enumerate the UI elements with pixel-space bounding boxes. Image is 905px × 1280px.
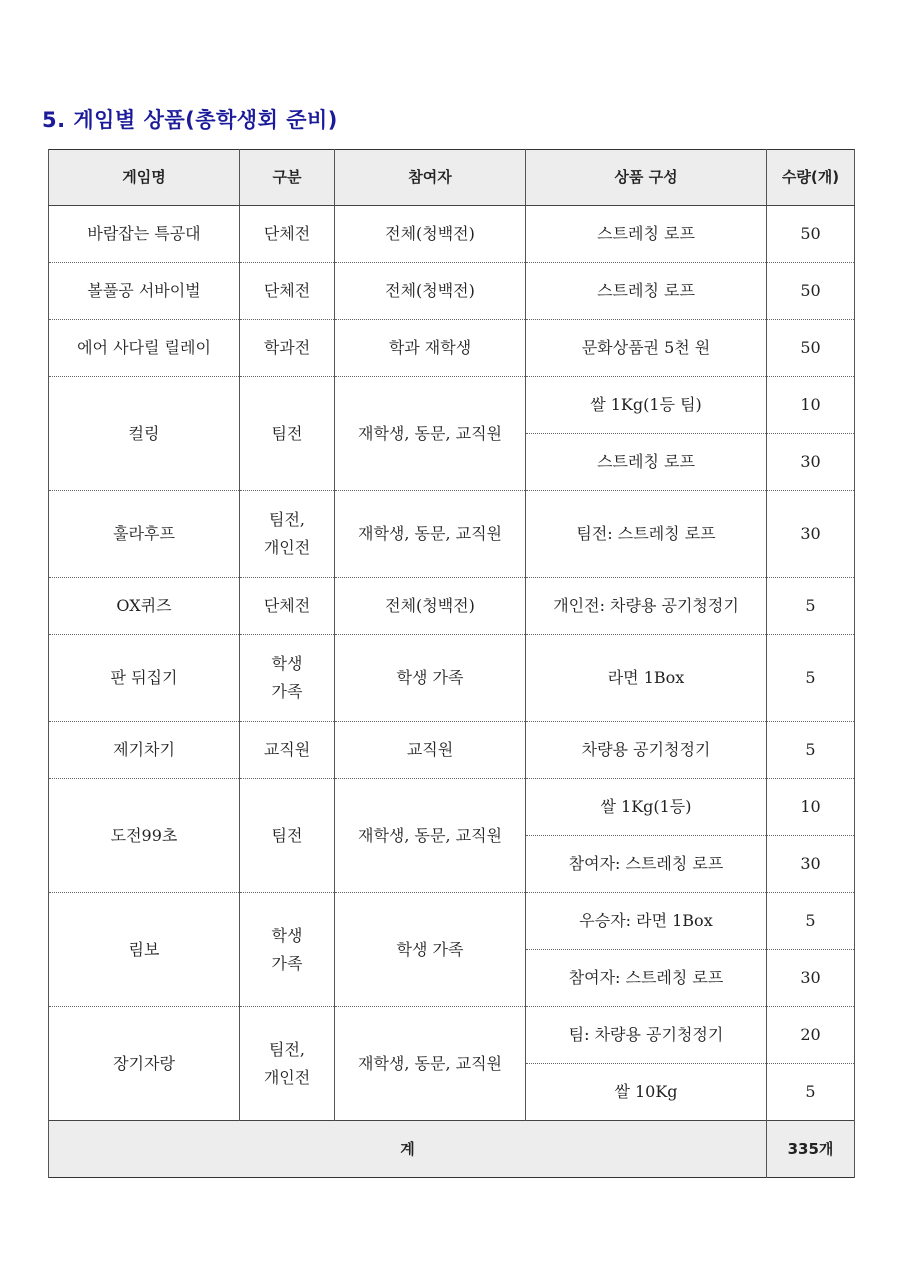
quantity: 30 bbox=[767, 491, 855, 578]
prize: 스트레칭 로프 bbox=[526, 206, 767, 263]
quantity: 10 bbox=[767, 779, 855, 836]
header-row bbox=[49, 150, 855, 206]
quantity: 30 bbox=[767, 950, 855, 1007]
quantity: 50 bbox=[767, 263, 855, 320]
quantity: 5 bbox=[767, 1064, 855, 1121]
game-type: 단체전 bbox=[240, 263, 335, 320]
quantity: 5 bbox=[767, 893, 855, 950]
section-title: 5. 게임별 상품(총학생회 준비) bbox=[42, 108, 338, 132]
prize: 차량용 공기청정기 bbox=[526, 722, 767, 779]
game-type bbox=[240, 1007, 335, 1121]
participants: 재학생, 동문, 교직원 bbox=[335, 779, 526, 893]
total-row bbox=[49, 1121, 855, 1178]
game-type: 학과전 bbox=[240, 320, 335, 377]
prize: 참여자: 스트레칭 로프 bbox=[526, 950, 767, 1007]
quantity: 20 bbox=[767, 1007, 855, 1064]
table-row bbox=[49, 206, 855, 263]
game-type bbox=[240, 893, 335, 1007]
game-type bbox=[240, 635, 335, 722]
game-type: 팀전 bbox=[240, 377, 335, 491]
participants: 재학생, 동문, 교직원 bbox=[335, 491, 526, 578]
game-type: 팀전 bbox=[240, 779, 335, 893]
table-row bbox=[49, 1007, 855, 1064]
quantity: 5 bbox=[767, 722, 855, 779]
participants: 재학생, 동문, 교직원 bbox=[335, 1007, 526, 1121]
table-row bbox=[49, 263, 855, 320]
header-game: 게임명 bbox=[49, 150, 240, 206]
game-name: 장기자랑 bbox=[49, 1007, 240, 1121]
game-name: 도전99초 bbox=[49, 779, 240, 893]
participants: 학생 가족 bbox=[335, 893, 526, 1007]
quantity: 50 bbox=[767, 320, 855, 377]
prize: 팀: 차량용 공기청정기 bbox=[526, 1007, 767, 1064]
game-type: 단체전 bbox=[240, 578, 335, 635]
game-type: 단체전 bbox=[240, 206, 335, 263]
header-participants: 참여자 bbox=[335, 150, 526, 206]
table-row bbox=[49, 893, 855, 950]
game-name: OX퀴즈 bbox=[49, 578, 240, 635]
prize-table bbox=[48, 149, 855, 1178]
game-type-line1: 팀전, bbox=[269, 1039, 305, 1059]
quantity: 30 bbox=[767, 434, 855, 491]
quantity: 50 bbox=[767, 206, 855, 263]
game-type-line2: 개인전 bbox=[263, 1067, 311, 1087]
table-row bbox=[49, 491, 855, 578]
game-name: 림보 bbox=[49, 893, 240, 1007]
game-type-line1: 팀전, bbox=[269, 510, 305, 529]
participants: 교직원 bbox=[335, 722, 526, 779]
prize: 라면 1Box bbox=[526, 635, 767, 722]
prize: 문화상품권 5천 원 bbox=[526, 320, 767, 377]
header-qty: 수량(개) bbox=[767, 150, 855, 206]
game-name: 컬링 bbox=[49, 377, 240, 491]
quantity: 10 bbox=[767, 377, 855, 434]
prize: 쌀 1Kg(1등) bbox=[526, 779, 767, 836]
game-type: 교직원 bbox=[240, 722, 335, 779]
game-type-line2: 개인전 bbox=[263, 538, 311, 557]
prize: 참여자: 스트레칭 로프 bbox=[526, 836, 767, 893]
game-type-line1: 학생 bbox=[271, 654, 303, 673]
header-type: 구분 bbox=[240, 150, 335, 206]
table-row bbox=[49, 635, 855, 722]
table-row bbox=[49, 578, 855, 635]
table-row bbox=[49, 722, 855, 779]
prize: 스트레칭 로프 bbox=[526, 263, 767, 320]
participants: 재학생, 동문, 교직원 bbox=[335, 377, 526, 491]
game-type-line1: 학생 bbox=[271, 925, 303, 945]
prize: 쌀 10Kg bbox=[526, 1064, 767, 1121]
table-row bbox=[49, 377, 855, 434]
participants: 전체(청백전) bbox=[335, 263, 526, 320]
quantity: 5 bbox=[767, 578, 855, 635]
table-row bbox=[49, 320, 855, 377]
game-type-line2: 가족 bbox=[271, 953, 303, 973]
game-type bbox=[240, 491, 335, 578]
quantity: 30 bbox=[767, 836, 855, 893]
game-name: 훌라후프 bbox=[49, 491, 240, 578]
game-name: 에어 사다릴 릴레이 bbox=[49, 320, 240, 377]
total-quantity: 335개 bbox=[767, 1121, 855, 1178]
participants: 전체(청백전) bbox=[335, 206, 526, 263]
prize: 스트레칭 로프 bbox=[526, 434, 767, 491]
game-name: 볼풀공 서바이벌 bbox=[49, 263, 240, 320]
game-type-line2: 가족 bbox=[271, 682, 303, 701]
total-label: 계 bbox=[49, 1121, 767, 1178]
game-name: 제기차기 bbox=[49, 722, 240, 779]
prize: 쌀 1Kg(1등 팀) bbox=[526, 377, 767, 434]
participants: 전체(청백전) bbox=[335, 578, 526, 635]
quantity: 5 bbox=[767, 635, 855, 722]
prize: 팀전: 스트레칭 로프 bbox=[526, 491, 767, 578]
prize: 개인전: 차량용 공기청정기 bbox=[526, 578, 767, 635]
prize: 우승자: 라면 1Box bbox=[526, 893, 767, 950]
header-prize: 상품 구성 bbox=[526, 150, 767, 206]
table-row bbox=[49, 779, 855, 836]
participants: 학생 가족 bbox=[335, 635, 526, 722]
participants: 학과 재학생 bbox=[335, 320, 526, 377]
game-name: 바람잡는 특공대 bbox=[49, 206, 240, 263]
game-name: 판 뒤집기 bbox=[49, 635, 240, 722]
